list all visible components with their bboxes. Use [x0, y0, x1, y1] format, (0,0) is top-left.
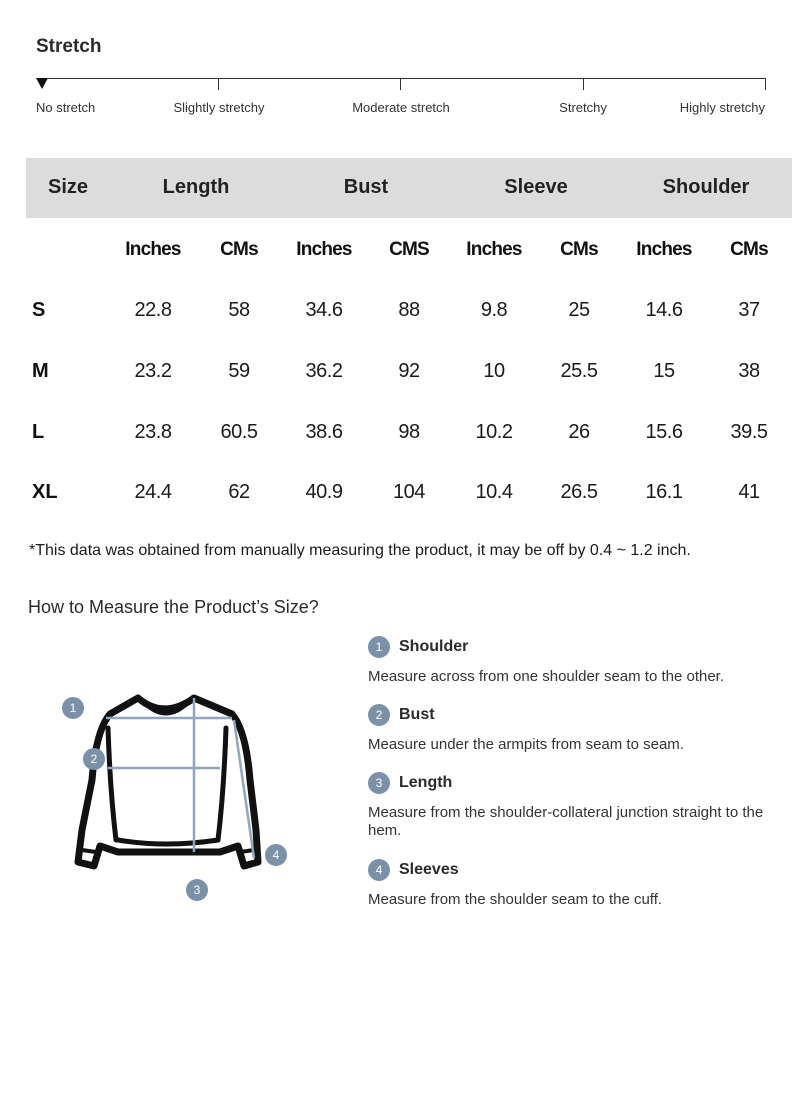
size-table-cell: 25 [568, 299, 590, 321]
size-table-cell: 37 [738, 299, 760, 321]
step-badge: 3 [368, 772, 390, 794]
stretch-tick [583, 79, 584, 90]
size-table-cell: 36.2 [305, 360, 343, 382]
size-table-cell: 92 [398, 360, 420, 382]
size-row-label: XL [32, 481, 58, 503]
step-title-sleeves: Sleeves [399, 861, 459, 878]
stretch-label-no-stretch: No stretch [36, 100, 96, 115]
badge-length: 3 [186, 879, 208, 901]
size-table-cell: 104 [393, 481, 425, 503]
size-table-cell: 40.9 [305, 481, 343, 503]
step-title-bust: Bust [399, 706, 435, 723]
sweater-sleeve-seam [108, 728, 116, 840]
stretch-label-slightly-stretchy: Slightly stretchy [173, 100, 265, 115]
step-badge: 4 [368, 859, 390, 881]
size-table-cell: 15 [653, 360, 675, 382]
size-table-cell: 14.6 [645, 299, 683, 321]
size-table-cell: 39.5 [730, 421, 768, 443]
sleeve-column-header: Sleeve [504, 176, 568, 198]
size-table-cell: 26.5 [560, 481, 598, 503]
size-table-cell: 23.8 [134, 421, 172, 443]
step-desc-bust: Measure under the armpits from seam to seam. [368, 736, 684, 753]
size-table-cell: 9.8 [480, 299, 508, 321]
sweater-sleeve-seam [218, 728, 226, 840]
unit-header: Inches [636, 239, 692, 260]
sweater-outline [78, 698, 258, 866]
size-table-cell: 16.1 [645, 481, 683, 503]
stretch-tick [218, 79, 219, 90]
badge-shoulder: 1 [62, 697, 84, 719]
badge-bust: 2 [83, 748, 105, 770]
measure-guide-title: How to Measure the Product’s Size? [28, 597, 319, 617]
stretch-label-highly-stretchy: Highly stretchy [679, 100, 765, 115]
unit-header: CMs [730, 239, 768, 260]
stretch-selected-pointer-icon [36, 78, 48, 89]
measurement-note: *This data was obtained from manually measuring the product, it may be off by 0.4 ~ 1.2 inch. [29, 542, 691, 559]
size-table-cell: 26 [568, 421, 590, 443]
size-row-label: L [32, 421, 45, 443]
step-badge: 1 [368, 636, 390, 658]
size-table-cell: 10.2 [475, 421, 513, 443]
badge-sleeves: 4 [265, 844, 287, 866]
sweater-hem [118, 840, 218, 844]
size-table-cell: 34.6 [305, 299, 343, 321]
size-row-label: M [32, 360, 49, 382]
size-table-cell: 15.6 [645, 421, 683, 443]
stretch-label-stretchy: Stretchy [559, 100, 607, 115]
step-title-shoulder: Shoulder [399, 638, 469, 655]
size-table-cell: 38.6 [305, 421, 343, 443]
size-row-label: S [32, 299, 46, 321]
unit-header: CMs [560, 239, 598, 260]
step-badge: 2 [368, 704, 390, 726]
size-table-cell: 10.4 [475, 481, 513, 503]
stretch-tick [400, 79, 401, 90]
size-table-cell: 41 [738, 481, 760, 503]
size-table-cell: 38 [738, 360, 760, 382]
unit-header: CMs [220, 239, 258, 260]
step-desc-sleeves: Measure from the shoulder seam to the cuff. [368, 891, 663, 908]
size-table-cell: 60.5 [220, 421, 258, 443]
unit-header: Inches [125, 239, 181, 260]
sweater-diagram [60, 680, 300, 910]
size-table-cell: 59 [228, 360, 250, 382]
step-title-length: Length [399, 774, 453, 791]
size-table-cell: 25.5 [560, 360, 598, 382]
step-desc-length: Measure from the shoulder-collateral junction straight to the hem. [368, 804, 764, 839]
unit-header: Inches [296, 239, 352, 260]
size-table-cell: 10 [483, 360, 505, 382]
step-desc-shoulder: Measure across from one shoulder seam to the other. [368, 668, 725, 685]
unit-header: Inches [466, 239, 522, 260]
stretch-tick [765, 79, 766, 90]
size-column-header: Size [47, 176, 89, 198]
length-column-header: Length [162, 176, 230, 198]
size-table-cell: 58 [228, 299, 250, 321]
stretch-title: Stretch [36, 36, 102, 57]
stretch-scale-line [36, 78, 766, 79]
shoulder-column-header: Shoulder [662, 176, 750, 198]
size-table-cell: 88 [398, 299, 420, 321]
size-table-cell: 98 [398, 421, 420, 443]
sweater-cuff [82, 850, 96, 852]
size-table-cell: 62 [228, 481, 250, 503]
size-table-cell: 23.2 [134, 360, 172, 382]
stretch-label-moderate-stretch: Moderate stretch [352, 100, 450, 115]
size-table-cell: 22.8 [134, 299, 172, 321]
unit-header: CMS [389, 239, 429, 260]
bust-column-header: Bust [343, 176, 389, 198]
size-table-cell: 24.4 [134, 481, 172, 503]
